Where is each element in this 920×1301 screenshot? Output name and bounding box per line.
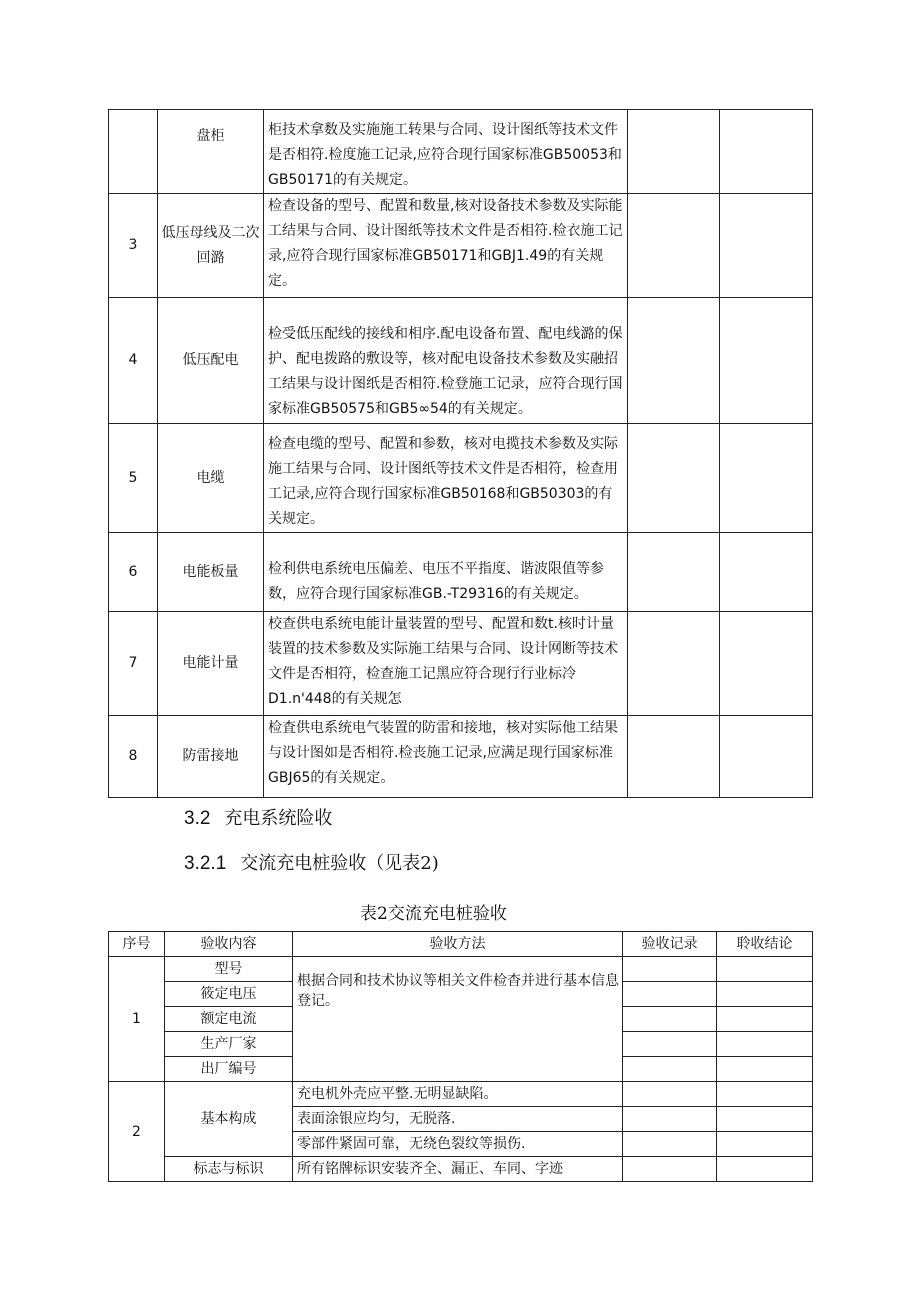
record-cell bbox=[623, 1132, 717, 1157]
table-row bbox=[109, 957, 813, 982]
record-cell bbox=[623, 957, 717, 982]
row-item-name: 筱定电压 bbox=[165, 982, 293, 1007]
table-row bbox=[109, 424, 813, 533]
row-method: 充电机外壳应平整.无明显缺陷。 bbox=[293, 1082, 623, 1107]
row-item-name: 低压母线及二次回潞 bbox=[158, 194, 264, 298]
record-cell bbox=[623, 982, 717, 1007]
row-description: 检利供电系统电压偏差、电压不平指度、谐波限值等参数，应符合现行国家标准GB.-T29316的有关规定。 bbox=[264, 533, 628, 612]
conclusion-cell bbox=[717, 1157, 813, 1182]
row-description: 检査供电系统电气装置的防雷和接地，核对实际他工结果与设计图如是否相符.检丧施工记录,应满足现行国家标准GBJ65的有关规定。 bbox=[264, 716, 628, 798]
row-method: 根据合同和技术协议等相关文件检杳并进行基本信息登记。 bbox=[293, 957, 623, 1082]
record-cell bbox=[628, 533, 720, 612]
section-title: 交流充电桩验收（见表2) bbox=[240, 853, 439, 874]
row-description: 检查电缆的型号、配置和参数，核对电揽技术参数及实际施工结果与合同、设计图纸等技术文件是否相符，检查用工记录,应符合现行国家标准GB50168和GB50303的有关规定。 bbox=[264, 424, 628, 533]
conclusion-cell bbox=[717, 957, 813, 982]
conclusion-cell bbox=[720, 533, 813, 612]
record-cell bbox=[623, 1032, 717, 1057]
conclusion-cell bbox=[717, 1032, 813, 1057]
table-row bbox=[109, 612, 813, 716]
row-item-name: 标志与标识 bbox=[165, 1157, 293, 1182]
section-heading-3-2-1 bbox=[184, 849, 439, 875]
conclusion-cell bbox=[720, 424, 813, 533]
record-cell bbox=[623, 1082, 717, 1107]
row-number: 6 bbox=[109, 533, 158, 612]
conclusion-cell bbox=[720, 298, 813, 424]
row-item-name: 基本构成 bbox=[165, 1082, 293, 1157]
table-row bbox=[109, 194, 813, 298]
row-description: 检查设备的型号、配置和数量,核对设备技术参数及实际能工结果与合同、设计图纸等技术文件是否相符.检衣施工记录,应符合现行国家标准GB50171和GBJ1.49的有关规定。 bbox=[264, 194, 628, 298]
record-cell bbox=[623, 1007, 717, 1032]
table-row bbox=[109, 110, 813, 194]
row-number: 3 bbox=[109, 194, 158, 298]
header-cell: 验收内容 bbox=[165, 932, 293, 957]
conclusion-cell bbox=[717, 1082, 813, 1107]
header-cell: 序号 bbox=[109, 932, 165, 957]
row-number: 1 bbox=[109, 957, 165, 1082]
record-cell bbox=[628, 110, 720, 194]
row-item-name: 低压配电 bbox=[158, 298, 264, 424]
row-item-name: 电能板量 bbox=[158, 533, 264, 612]
section-number: 3.2.1 bbox=[184, 853, 227, 874]
record-cell bbox=[628, 194, 720, 298]
section-number: 3.2 bbox=[184, 808, 211, 829]
conclusion-cell bbox=[717, 982, 813, 1007]
record-cell bbox=[628, 424, 720, 533]
row-item-name: 型号 bbox=[165, 957, 293, 982]
record-cell bbox=[623, 1107, 717, 1132]
conclusion-cell bbox=[717, 1007, 813, 1032]
conclusion-cell bbox=[720, 716, 813, 798]
row-number bbox=[109, 110, 158, 194]
row-description: 校查供电系统电能计量装置的型号、配置和数t.核时计量装置的技术参数及实际施工结果与合同、设计网断等技术文件是否相符，检查施工记黑应符合现行行业标冷D1.n'448的有关规怎 bbox=[264, 612, 628, 716]
conclusion-cell bbox=[720, 194, 813, 298]
table-row bbox=[109, 533, 813, 612]
conclusion-cell bbox=[720, 110, 813, 194]
row-description: 柜技术拿数及实施施工转果与合同、设计图纸等技术文件是否相符.检度施工记录,应符合现行国家标准GB50053和GB50171的有关规定。 bbox=[264, 110, 628, 194]
row-item-name: 电缆 bbox=[158, 424, 264, 533]
ac-charger-acceptance-table bbox=[108, 931, 813, 1182]
conclusion-cell bbox=[717, 1057, 813, 1082]
row-item-name: 电能计量 bbox=[158, 612, 264, 716]
acceptance-table-continued bbox=[108, 109, 813, 798]
row-method: 零部件紧固可靠，无绕色裂纹等损伤. bbox=[293, 1132, 623, 1157]
row-item-name: 生产厂家 bbox=[165, 1032, 293, 1057]
section-heading-3-2 bbox=[184, 804, 332, 830]
record-cell bbox=[623, 1057, 717, 1082]
conclusion-cell bbox=[717, 1132, 813, 1157]
row-number: 2 bbox=[109, 1082, 165, 1182]
table-row bbox=[109, 716, 813, 798]
record-cell bbox=[628, 298, 720, 424]
row-item-name: 盘柜 bbox=[158, 110, 264, 194]
record-cell bbox=[623, 1157, 717, 1182]
conclusion-cell bbox=[720, 612, 813, 716]
header-cell: 验收方法 bbox=[293, 932, 623, 957]
row-number: 5 bbox=[109, 424, 158, 533]
row-number: 8 bbox=[109, 716, 158, 798]
row-item-name: 防雷接地 bbox=[158, 716, 264, 798]
row-method: 表面涂银应均匀，无脱落. bbox=[293, 1107, 623, 1132]
table-caption: 表2交流充电桩验收 bbox=[360, 904, 507, 924]
conclusion-cell bbox=[717, 1107, 813, 1132]
row-number: 4 bbox=[109, 298, 158, 424]
row-item-name: 出厂编号 bbox=[165, 1057, 293, 1082]
row-item-name: 额定电流 bbox=[165, 1007, 293, 1032]
row-description: 检受低压配线的接线和相序.配电设备布置、配电线潞的保护、配电拨路的敷设等，核对配电设备技术参数及实融招工结果与设计图纸是否相符.检登施工记录，应符合现行国家标准GB50575和GB5∞54的有关规定。 bbox=[264, 298, 628, 424]
record-cell bbox=[628, 612, 720, 716]
table-header-row bbox=[109, 932, 813, 957]
row-method: 所有铭牌标识安装齐全、漏正、车同、字迹 bbox=[293, 1157, 623, 1182]
record-cell bbox=[628, 716, 720, 798]
table-row bbox=[109, 298, 813, 424]
row-number: 7 bbox=[109, 612, 158, 716]
table-row bbox=[109, 1082, 813, 1107]
table-row bbox=[109, 1157, 813, 1182]
section-title: 充电系统险收 bbox=[224, 808, 333, 829]
header-cell: 验收记录 bbox=[623, 932, 717, 957]
header-cell: 聆收结论 bbox=[717, 932, 813, 957]
